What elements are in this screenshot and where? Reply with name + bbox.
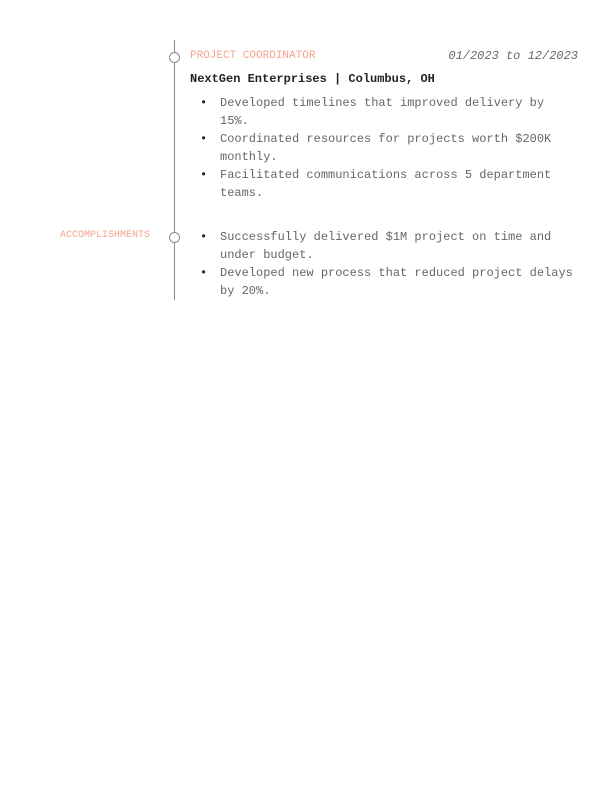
list-item: • Coordinated resources for projects worth $200K monthly. bbox=[200, 130, 576, 166]
timeline-line bbox=[174, 40, 175, 300]
timeline-node-icon bbox=[169, 52, 180, 63]
list-item: • Developed timelines that improved delivery by 15%. bbox=[200, 94, 576, 130]
experience-bullets bbox=[200, 94, 580, 202]
list-item: • Successfully delivered $1M project on time and under budget. bbox=[200, 228, 576, 264]
job-dates: 01/2023 to 12/2023 bbox=[448, 49, 578, 63]
section-label-accomplishments: ACCOMPLISHMENTS bbox=[60, 230, 151, 241]
timeline-node-icon bbox=[169, 232, 180, 243]
job-title: PROJECT COORDINATOR bbox=[190, 50, 316, 62]
list-item: • Facilitated communications across 5 department teams. bbox=[200, 166, 576, 202]
company-location: NextGen Enterprises | Columbus, OH bbox=[190, 72, 435, 86]
accomplishment-bullets bbox=[200, 228, 580, 300]
list-item: • Developed new process that reduced project delays by 20%. bbox=[200, 264, 576, 300]
